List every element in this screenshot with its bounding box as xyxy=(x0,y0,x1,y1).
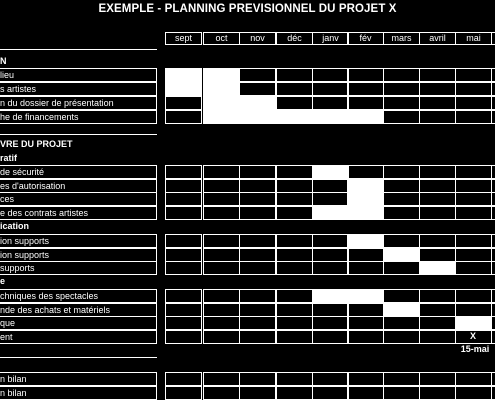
gantt-cell xyxy=(383,303,420,317)
gantt-cell xyxy=(203,206,240,220)
gantt-cell xyxy=(347,179,384,193)
gantt-cell xyxy=(419,96,456,110)
gantt-cell-overflow xyxy=(491,82,495,96)
gantt-cell xyxy=(347,206,384,220)
gantt-cell xyxy=(347,372,384,386)
gantt-cell xyxy=(455,303,492,317)
section-heading: VRE DU PROJET xyxy=(0,139,73,149)
gantt-cell xyxy=(455,289,492,303)
gantt-cell xyxy=(276,289,313,303)
month-header-5: fév xyxy=(347,32,384,45)
gantt-cell xyxy=(239,179,276,193)
gantt-cell-overflow xyxy=(491,372,495,386)
gantt-cell xyxy=(455,261,492,275)
gantt-cell xyxy=(383,372,420,386)
gantt-cell xyxy=(203,110,240,124)
section-divider-0 xyxy=(0,49,157,50)
gantt-cell xyxy=(347,248,384,262)
gantt-cell xyxy=(203,192,240,206)
gantt-cell xyxy=(312,386,349,400)
gantt-cell xyxy=(347,82,384,96)
gantt-cell xyxy=(165,165,202,179)
gantt-cell xyxy=(276,386,313,400)
gantt-cell xyxy=(455,316,492,330)
month-header-3: déc xyxy=(276,32,313,45)
gantt-cell xyxy=(239,372,276,386)
gantt-cell xyxy=(276,82,313,96)
month-header-4: janv xyxy=(312,32,349,45)
gantt-cell xyxy=(239,68,276,82)
gantt-cell xyxy=(239,316,276,330)
gantt-cell xyxy=(419,261,456,275)
task-label: he de financements xyxy=(0,110,157,124)
gantt-cell xyxy=(239,165,276,179)
month-header-8: mai xyxy=(455,32,492,45)
gantt-cell xyxy=(165,289,202,303)
task-label: chniques des spectacles xyxy=(0,289,157,303)
gantt-cell xyxy=(347,316,384,330)
task-label: s artistes xyxy=(0,82,157,96)
gantt-cell xyxy=(419,110,456,124)
gantt-cell-overflow xyxy=(491,386,495,400)
milestone-date: 15-mai xyxy=(460,344,490,354)
gantt-cell-overflow xyxy=(491,206,495,220)
gantt-cell xyxy=(312,179,349,193)
gantt-cell xyxy=(383,206,420,220)
gantt-cell xyxy=(383,68,420,82)
task-label: e des contrats artistes xyxy=(0,206,157,220)
gantt-cell xyxy=(312,303,349,317)
gantt-cell xyxy=(239,330,276,344)
gantt-cell xyxy=(347,330,384,344)
gantt-cell xyxy=(203,96,240,110)
task-label: ent xyxy=(0,330,157,344)
gantt-cell xyxy=(312,248,349,262)
gantt-cell xyxy=(203,68,240,82)
task-label: ion supports xyxy=(0,234,157,248)
gantt-cell xyxy=(455,179,492,193)
gantt-cell xyxy=(239,110,276,124)
gantt-cell xyxy=(383,386,420,400)
gantt-cell xyxy=(347,192,384,206)
gantt-cell xyxy=(203,289,240,303)
gantt-cell xyxy=(239,192,276,206)
gantt-cell xyxy=(419,192,456,206)
gantt-cell xyxy=(165,248,202,262)
gantt-cell xyxy=(276,316,313,330)
gantt-cell-overflow xyxy=(491,165,495,179)
planning-title: EXEMPLE - PLANNING PREVISIONNEL DU PROJET X xyxy=(98,3,397,15)
gantt-cell xyxy=(383,248,420,262)
gantt-cell xyxy=(347,68,384,82)
gantt-cell xyxy=(455,206,492,220)
gantt-cell xyxy=(419,234,456,248)
gantt-cell xyxy=(455,96,492,110)
gantt-cell xyxy=(419,330,456,344)
gantt-cell xyxy=(203,234,240,248)
gantt-cell xyxy=(165,386,202,400)
gantt-cell xyxy=(276,234,313,248)
gantt-cell xyxy=(455,386,492,400)
gantt-cell xyxy=(203,165,240,179)
gantt-cell xyxy=(239,261,276,275)
gantt-cell xyxy=(239,386,276,400)
gantt-cell xyxy=(347,234,384,248)
gantt-cell-overflow xyxy=(491,179,495,193)
gantt-cell xyxy=(347,110,384,124)
gantt-cell xyxy=(455,234,492,248)
month-header-2: nov xyxy=(239,32,276,45)
gantt-cell xyxy=(419,206,456,220)
gantt-cell xyxy=(312,372,349,386)
gantt-cell xyxy=(383,110,420,124)
gantt-cell xyxy=(419,316,456,330)
gantt-cell xyxy=(383,316,420,330)
gantt-cell-overflow xyxy=(491,330,495,344)
gantt-cell xyxy=(239,206,276,220)
gantt-cell xyxy=(312,110,349,124)
gantt-cell xyxy=(276,330,313,344)
gantt-cell xyxy=(165,110,202,124)
gantt-cell xyxy=(312,96,349,110)
gantt-cell xyxy=(239,248,276,262)
gantt-cell xyxy=(419,179,456,193)
gantt-cell xyxy=(419,165,456,179)
gantt-cell-overflow xyxy=(491,110,495,124)
task-label: supports xyxy=(0,261,157,275)
gantt-cell xyxy=(347,303,384,317)
gantt-cell xyxy=(276,303,313,317)
gantt-cell xyxy=(165,330,202,344)
gantt-cell xyxy=(165,261,202,275)
gantt-cell xyxy=(455,248,492,262)
gantt-cell xyxy=(455,110,492,124)
gantt-cell xyxy=(419,248,456,262)
gantt-cell xyxy=(276,96,313,110)
gantt-cell xyxy=(276,261,313,275)
gantt-cell xyxy=(239,234,276,248)
month-header-7: avril xyxy=(419,32,456,45)
month-header-overflow xyxy=(491,32,495,45)
gantt-cell xyxy=(165,82,202,96)
gantt-cell xyxy=(312,206,349,220)
gantt-cell xyxy=(203,386,240,400)
gantt-cell-overflow xyxy=(491,248,495,262)
task-label: lieu xyxy=(0,68,157,82)
gantt-cell xyxy=(383,82,420,96)
gantt-cell xyxy=(312,192,349,206)
task-label: ion supports xyxy=(0,248,157,262)
task-label: n bilan xyxy=(0,372,157,386)
gantt-cell xyxy=(276,248,313,262)
month-header-1: oct xyxy=(203,32,240,45)
gantt-cell-overflow xyxy=(491,234,495,248)
gantt-cell xyxy=(312,165,349,179)
gantt-cell xyxy=(203,248,240,262)
gantt-cell xyxy=(347,96,384,110)
gantt-cell xyxy=(383,96,420,110)
gantt-cell xyxy=(419,82,456,96)
gantt-cell xyxy=(239,96,276,110)
section-heading: e xyxy=(0,276,6,286)
gantt-cell xyxy=(203,372,240,386)
gantt-cell xyxy=(312,234,349,248)
gantt-cell xyxy=(312,68,349,82)
gantt-cell xyxy=(419,372,456,386)
gantt-cell xyxy=(347,386,384,400)
gantt-cell xyxy=(383,330,420,344)
gantt-cell xyxy=(165,96,202,110)
gantt-cell xyxy=(419,68,456,82)
gantt-cell xyxy=(347,261,384,275)
gantt-cell xyxy=(312,82,349,96)
gantt-cell xyxy=(383,261,420,275)
gantt-cell xyxy=(312,289,349,303)
gantt-cell xyxy=(203,330,240,344)
gantt-cell xyxy=(347,289,384,303)
gantt-cell-overflow xyxy=(491,96,495,110)
gantt-cell xyxy=(165,234,202,248)
gantt-cell xyxy=(276,206,313,220)
milestone-mark: X xyxy=(469,331,476,341)
section-divider-1 xyxy=(0,134,157,135)
task-label: ces xyxy=(0,192,157,206)
gantt-cell-overflow xyxy=(491,303,495,317)
gantt-cell xyxy=(203,303,240,317)
gantt-cell xyxy=(165,303,202,317)
gantt-cell xyxy=(419,386,456,400)
task-label: n du dossier de présentation xyxy=(0,96,157,110)
gantt-cell xyxy=(239,82,276,96)
gantt-cell xyxy=(419,303,456,317)
gantt-cell xyxy=(165,206,202,220)
gantt-cell xyxy=(203,261,240,275)
gantt-cell xyxy=(383,234,420,248)
gantt-cell xyxy=(419,289,456,303)
gantt-cell xyxy=(165,192,202,206)
gantt-cell xyxy=(165,372,202,386)
gantt-cell xyxy=(203,316,240,330)
gantt-cell xyxy=(455,68,492,82)
gantt-cell xyxy=(276,179,313,193)
gantt-cell-overflow xyxy=(491,68,495,82)
gantt-cell xyxy=(312,261,349,275)
gantt-cell xyxy=(312,316,349,330)
task-label: n bilan xyxy=(0,386,157,400)
gantt-cell xyxy=(383,179,420,193)
task-label: es d'autorisation xyxy=(0,179,157,193)
gantt-cell xyxy=(239,289,276,303)
gantt-cell xyxy=(203,179,240,193)
month-header-6: mars xyxy=(383,32,420,45)
gantt-cell xyxy=(165,68,202,82)
gantt-cell-overflow xyxy=(491,192,495,206)
gantt-cell xyxy=(455,82,492,96)
gantt-cell-overflow xyxy=(491,261,495,275)
gantt-cell xyxy=(276,192,313,206)
gantt-cell xyxy=(165,316,202,330)
gantt-cell xyxy=(383,289,420,303)
section-heading: N xyxy=(0,56,7,66)
gantt-cell xyxy=(276,165,313,179)
gantt-cell xyxy=(383,192,420,206)
section-heading: ratif xyxy=(0,153,18,163)
gantt-cell xyxy=(276,372,313,386)
gantt-cell xyxy=(312,330,349,344)
task-label: que xyxy=(0,316,157,330)
gantt-cell xyxy=(165,179,202,193)
gantt-cell xyxy=(203,82,240,96)
gantt-cell xyxy=(347,165,384,179)
gantt-cell-overflow xyxy=(491,289,495,303)
section-heading: ication xyxy=(0,221,30,231)
gantt-cell xyxy=(455,165,492,179)
gantt-cell xyxy=(276,110,313,124)
gantt-cell xyxy=(455,192,492,206)
month-header-0: sept xyxy=(165,32,202,45)
gantt-cell xyxy=(276,68,313,82)
gantt-cell-overflow xyxy=(491,316,495,330)
gantt-cell xyxy=(239,303,276,317)
gantt-cell xyxy=(383,165,420,179)
task-label: nde des achats et matériels xyxy=(0,303,157,317)
task-label: de sécurité xyxy=(0,165,157,179)
section-divider-2 xyxy=(0,357,157,358)
gantt-cell xyxy=(455,372,492,386)
